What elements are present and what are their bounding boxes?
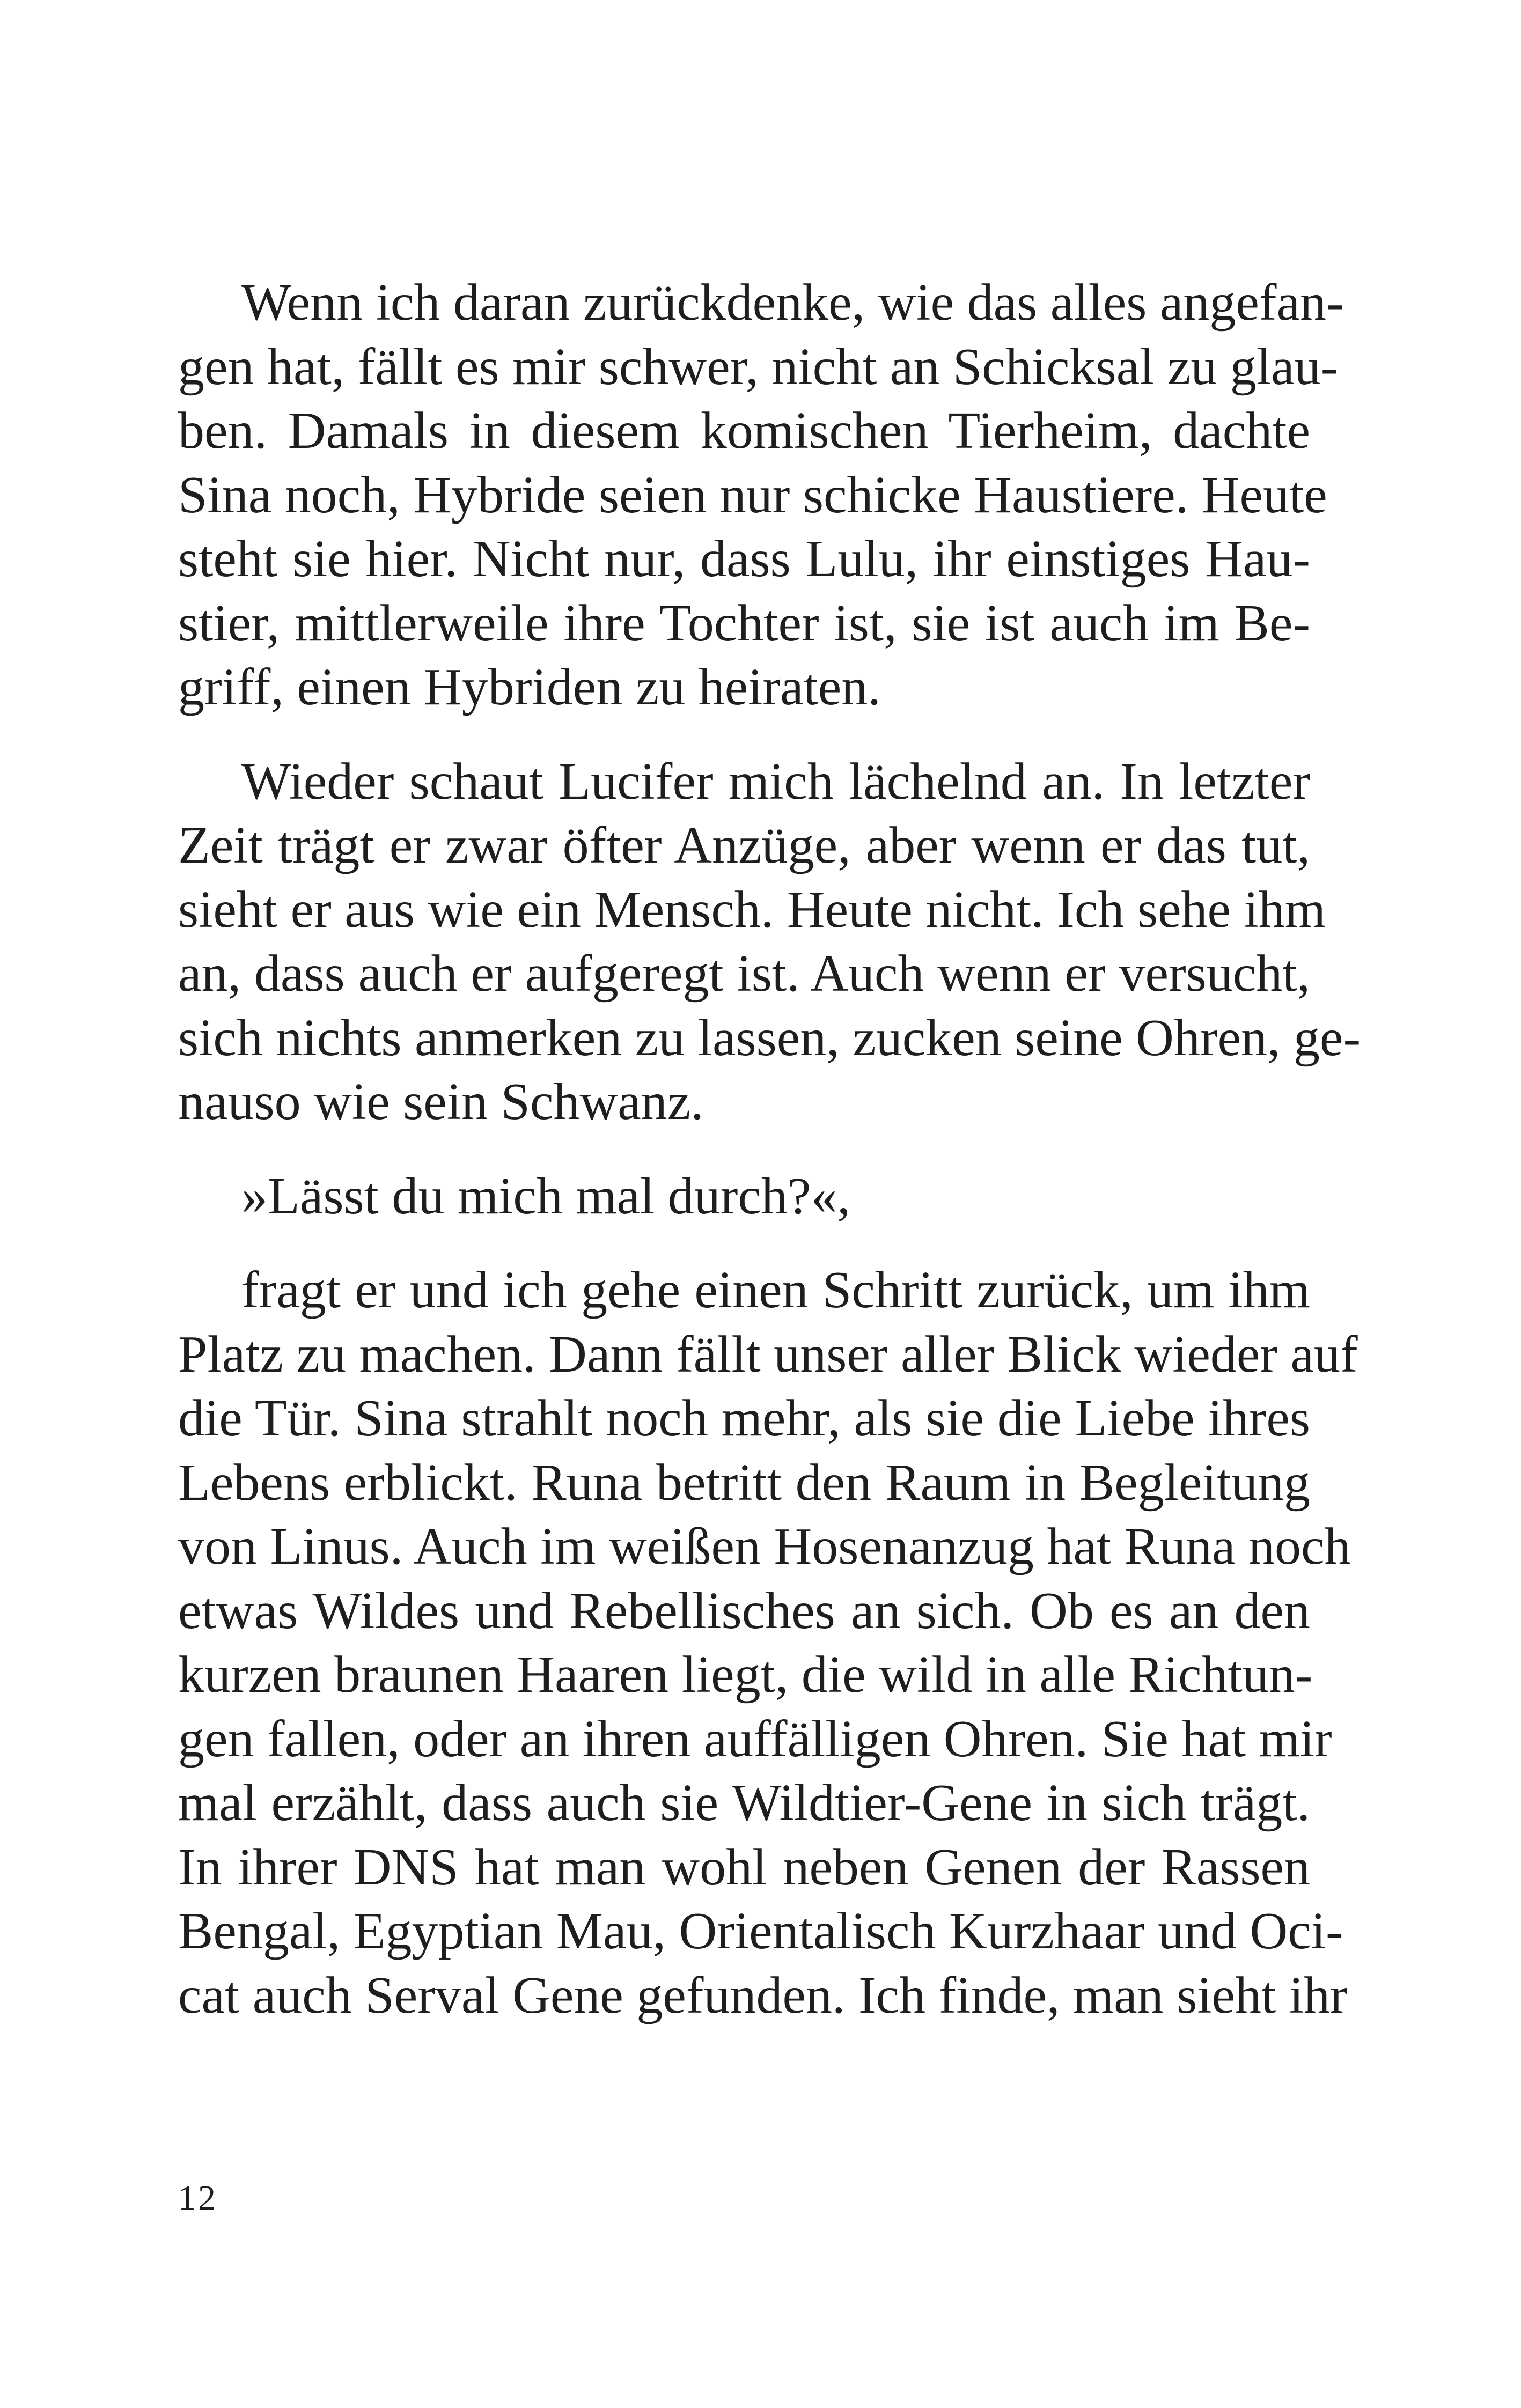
text-line: In ihrer DNS hat man wohl neben Genen der Rassen <box>178 1838 1310 1896</box>
text-line: Wenn ich daran zurückdenke, wie das alles angefan- <box>241 274 1344 332</box>
text-line: steht sie hier. Nicht nur, dass Lulu, ihr einstiges Hau- <box>178 530 1310 588</box>
text-line: Platz zu machen. Dann fällt unser aller Blick wieder auf <box>178 1325 1358 1383</box>
text-line: stier, mittlerweile ihre Tochter ist, sie ist auch im Be- <box>178 594 1310 652</box>
text-line: mal erzählt, dass auch sie Wildtier-Gene in sich trägt. <box>178 1774 1310 1832</box>
text-line: fragt er und ich gehe einen Schritt zurück, um ihm <box>241 1261 1310 1319</box>
paragraph <box>178 1258 1358 2028</box>
text-line: von Linus. Auch im weißen Hosenanzug hat Runa noch <box>178 1518 1351 1575</box>
body-text <box>178 271 1361 2058</box>
text-line: Wieder schaut Lucifer mich lächelnd an. In letzter <box>241 752 1310 811</box>
text-line: an, dass auch er aufgeregt ist. Auch wenn er versucht, <box>178 945 1310 1003</box>
text-line: Lebens erblickt. Runa betritt den Raum in Begleitung <box>178 1453 1310 1512</box>
text-line: sich nichts anmerken zu lassen, zucken seine Ohren, ge- <box>178 1008 1361 1067</box>
text-line: sieht er aus wie ein Mensch. Heute nicht. Ich sehe ihm <box>178 880 1326 939</box>
text-line: gen fallen, oder an ihren auffälligen Ohren. Sie hat mir <box>178 1710 1332 1768</box>
text-line: »Lässt du mich mal durch?«, <box>241 1167 850 1225</box>
text-line: Sina noch, Hybride seien nur schicke Haustiere. Heute <box>178 466 1327 524</box>
text-line: Bengal, Egyptian Mau, Orientalisch Kurzhaar und Oci- <box>178 1902 1343 1960</box>
text-line: die Tür. Sina strahlt noch mehr, als sie die Liebe ihres <box>178 1389 1310 1447</box>
text-line: gen hat, fällt es mir schwer, nicht an Schicksal zu glau- <box>178 337 1339 396</box>
text-line: etwas Wildes und Rebellisches an sich. Ob es an den <box>178 1581 1310 1640</box>
paragraph <box>178 1165 1310 1229</box>
text-line: griff, einen Hybriden zu heiraten. <box>178 658 881 716</box>
text-line: cat auch Serval Gene gefunden. Ich finde, man sieht ihr <box>178 1966 1348 2024</box>
paragraph <box>178 750 1361 1135</box>
text-line: kurzen braunen Haaren liegt, die wild in alle Richtun- <box>178 1646 1313 1704</box>
text-line: ben. Damals in diesem komischen Tierheim, dachte <box>178 402 1310 460</box>
text-line: Zeit trägt er zwar öfter Anzüge, aber wenn er das tut, <box>178 816 1310 874</box>
text-line: nauso wie sein Schwanz. <box>178 1073 704 1131</box>
page-number: 12 <box>178 2178 218 2218</box>
paragraph <box>178 271 1344 720</box>
